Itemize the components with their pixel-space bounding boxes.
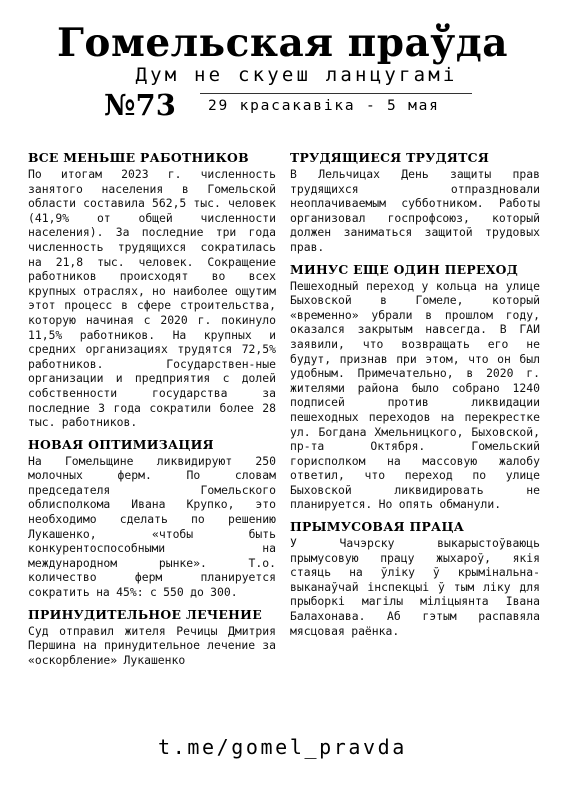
article-headline: ПРЫМУСОВАЯ ПРАЦА — [290, 519, 465, 535]
article-headline: НОВАЯ ОПТИМИЗАЦИЯ — [28, 436, 214, 452]
article-headline: МИНУС ЕЩЕ ОДИН ПЕРЕХОД — [290, 261, 519, 277]
right-column — [290, 150, 540, 645]
newspaper-title: Гомельская праўда — [57, 20, 508, 66]
article-workers-work — [290, 150, 540, 255]
article-crossing-removed — [290, 262, 540, 513]
article-headline: ТРУДЯЩИЕСЯ ТРУДЯТСЯ — [290, 150, 490, 165]
article-body: Суд отправил жителя Речицы Дмитрия Першина на принудительное лечение за «оскорбление» Лукашенко — [28, 623, 276, 667]
issue-number: №73 — [104, 88, 176, 122]
article-headline: ПРИНУДИТЕЛЬНОЕ ЛЕЧЕНИЕ — [28, 606, 262, 622]
article-forced-treatment — [28, 607, 276, 668]
article-body: По итогам 2023 г. численность занятого населения в Гомельской области составила 562,5 тыс. человек (41,9% от общей численности населения). За последние три года численность трудящихся сократилась на 21,8 тыс. человек. Сокращение работников происходят во всех крупных отраслях, но наиболее ощутим этот процесс в сфере строительства, которую начиная с 2020 г. покинуло 11,5% работников. На крупных и средних организациях трудятся 72,5% работников. Государствен-ные организации и предприятия с долей собственности государства за последние 3 года сократили более 28 тыс. работников. — [28, 167, 276, 430]
divider-line — [200, 93, 472, 94]
article-body: У Чачэрску выкарыстоўваюць прымусовую працу жыхароў, якія стаяць на ўліку ў крымінальна-выканаўчай інспекцыі ў тым ліку для прыборкі магілы міліцыянта Івана Балахонава. Аб гэтым распавяла мясцовая раёнка. — [290, 536, 540, 638]
article-body: В Лельчицах День защиты прав трудящихся отпраздновали неоплачиваемым субботником. Работы организовал госпрофсоюз, который должен заниматься защитой трудовых прав. — [290, 167, 540, 254]
left-column — [28, 150, 276, 674]
article-headline: ВСЕ МЕНЬШЕ РАБОТНИКОВ — [28, 150, 249, 165]
masthead — [0, 0, 565, 140]
article-body: На Гомельщине ликвидируют 250 молочных ферм. По словам председателя Гомельского облисполкома Ивана Крупко, это необходимо сделать по решению Лукашенко, «чтобы быть конкурентоспособными на международном рынке». Т.о. количество ферм планируется сократить на 45%: с 550 до 300. — [28, 453, 276, 600]
issue-dates: 29 красакавіка - 5 мая — [208, 98, 440, 114]
article-forced-labor — [290, 519, 540, 638]
article-new-optimization — [28, 437, 276, 600]
newspaper-subtitle: Дум не скуеш ланцугамі — [135, 64, 458, 86]
article-body: Пешеходный переход у кольца на улице Быховской в Гомеле, который «временно» убрали в прошлом году, оказался закрытым навсегда. В ГАИ заявили, что возвращать его не будут, признав при этом, что он был удобным. Примечательно, в 2020 г. жителями района было собрано 1240 подписей против ликвидации пешеходных переходов на перекрестке ул. Богдана Хмельницкого, Быховской, пр-та Октября. Гомельский горисполком на массовую жалобу ответил, что переход по улице Быховской ликвидировать не планируется. Но опять обманули. — [290, 278, 540, 512]
article-fewer-workers — [28, 150, 276, 430]
telegram-link[interactable]: t.me/gomel_pravda — [158, 735, 407, 759]
